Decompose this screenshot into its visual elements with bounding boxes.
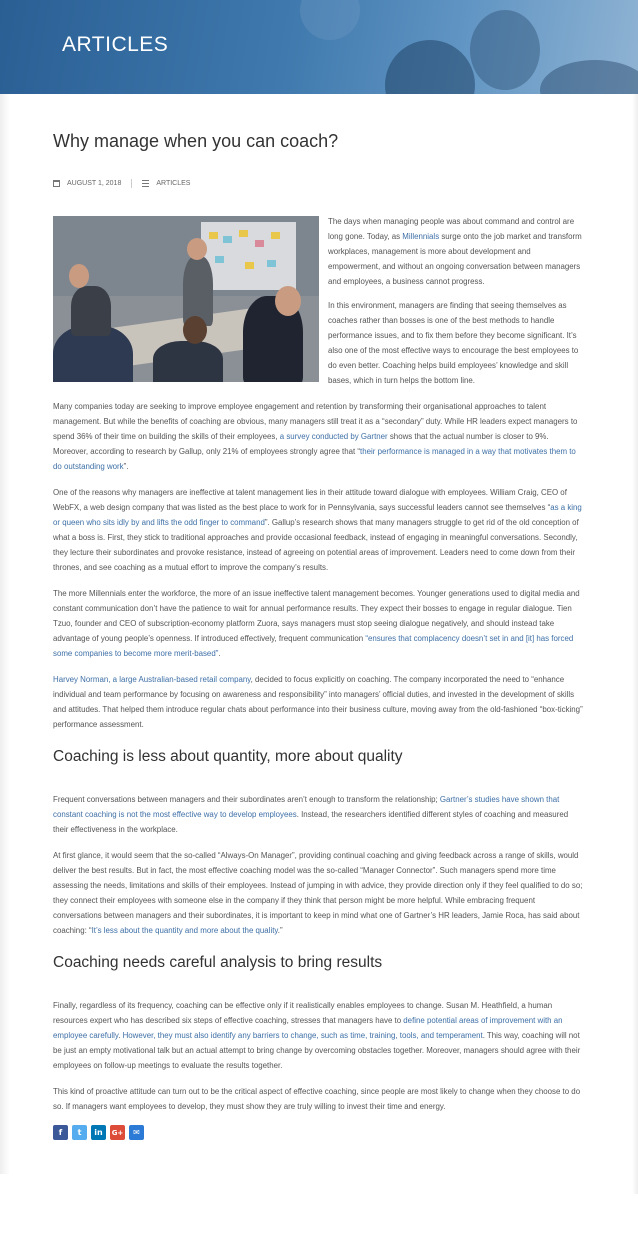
text-run: At first glance, it would seem that the so-called “Always-On Manager”, providing continual coaching and giving feedback across a range of skills, would deliver the best results. But in fact, the most effective coaching model was the so-called “Manager Connector”. Such managers spend more time assessing the needs, limitations and skills of their employees. Instead of jumping in with advice, they provide direction only if they feel qualified to do so; they connect their employees with someone else in the company if they think that person might be more helpful. While embracing frequent conversations between managers and their subordinates, it is important to keep in mind what one of Gartner’s HR leaders, Jamie Roca, has said about coaching: “ [53,851,583,935]
paragraph [53,399,585,474]
linkedin-icon: in [94,1128,103,1137]
inline-link[interactable]: a survey conducted by Gartner [279,432,388,441]
text-run: , decided to focus explicitly on coaching. The company incorporated the need to “enhance individual and team performance by focusing on awareness and responsibility” into managers’ official duties, and invested in the development of skills and attitudes. That helped them introduce regular chats about performance into their business culture, moving away from the old-fashioned “box-ticking” performance assessment. [53,675,583,729]
post-category-link[interactable]: ARTICLES [156,179,191,187]
category-icon [142,180,149,187]
paragraph [53,672,585,732]
text-run: Many companies today are seeking to improve employee engagement and retention by transforming their organisational approaches to talent management. But while the benefits of coaching are obvious, many managers still treat it as a “secondary” duty. While HR leaders expect managers to spend 36% of their time on building the skills of their employees, [53,402,578,441]
email-share-button[interactable] [129,1125,144,1140]
section-heading: Coaching is less about quantity, more about quality [53,748,403,765]
paragraph: This kind of proactive attitude can turn out to be the critical aspect of effective coaching, since people are most likely to change when they choose to do so. If managers want employees to develop, they must show they are truly willing to invest their time and energy. [53,1087,581,1111]
inline-link[interactable]: “ensures that complacency doesn’t set in and [it] has forced some companies to become more merit-based” [53,634,574,658]
text-run: . Instead, the researchers identified different styles of coaching and measured their effectiveness in the workplace. [53,810,569,834]
paragraph [53,848,585,938]
text-run: Frequent conversations between managers and their subordinates aren’t enough to transform the relationship; [53,795,440,804]
page-header-banner [0,0,638,94]
calendar-icon [53,180,60,187]
inline-link[interactable]: Gartner’s studies have shown that constant coaching is not the most effective way to develop employees [53,795,560,819]
featured-image [53,216,319,382]
inline-link[interactable]: as a king or queen who sits idly by and lifts the odd finger to command [53,503,582,527]
twitter-share-button[interactable] [72,1125,87,1140]
text-run: surge onto the job market and transform workplaces, management is more about development and empowerment, and without an ongoing conversation between managers and employees, a business cannot progress. [328,232,582,286]
text-run: The more Millennials enter the workforce, the more of an issue ineffective talent management becomes. Younger generations used to digital media and constant communication don’t have the patience to wait for annual performance results. They expect their bosses to engage in regular dialogue. Tien Tzuo, founder and CEO of subscription-economy platform Zuora, says managers must stop seeing dialogue negatively, and should instead take advantage of young people’s openness. If introduced effectively, frequent communication [53,589,580,643]
text-run: One of the reasons why managers are ineffective at talent management lies in their attitude toward dialogue with employees. William Craig, CEO of WebFX, a web design company that was listed as the best place to work for in Pennsylvania, says successful leaders cannot see themselves “ [53,488,567,512]
inline-link[interactable]: Millennials [402,232,440,241]
text-run: shows that the actual number is closer to 9%. Moreover, according to research by Gallup, only 21% of employees strongly agree that “ [53,432,549,456]
whiteboard [201,222,296,290]
article [53,128,585,1140]
facebook-share-button[interactable] [53,1125,68,1140]
meta-divider [131,179,132,188]
text-run: . This way, coaching will not be just an empty motivational talk but an actual attempt to bring change by overcoming obstacles together. Moreover, managers should agree with their employees on follow-up meetings to evaluate the results together. [53,1031,581,1070]
linkedin-share-button[interactable] [91,1125,106,1140]
banner-photo-shape [300,0,360,40]
banner-photo-shape [470,10,540,90]
paragraph [53,485,585,575]
text-run: The days when managing people was about command and control are long gone. Today, as [328,217,575,241]
google-plus-share-button[interactable] [110,1125,125,1140]
share-buttons [53,1125,585,1140]
post-date-link[interactable]: AUGUST 1, 2018 [67,179,122,187]
banner-photo-shape [385,40,475,94]
inline-link[interactable]: However, they must also identify any barriers to change, such as time, training, tools, and temperament [122,1031,483,1040]
page-shadow-left [0,94,10,1174]
paragraph: In this environment, managers are finding that seeing themselves as coaches rather than bosses is one of the best methods to handle performance issues, and to fix them before they become significant. It’s also one of the most effective ways to encourage the best employees to do even better. Coaching helps build employees’ knowledge and skill bases, which in turn helps the bottom line. [328,301,579,385]
inline-link[interactable]: It’s less about the quantity and more about the quality [91,926,278,935]
twitter-icon: t [77,1128,82,1137]
email-icon: ✉ [133,1128,140,1137]
paragraph [53,998,585,1073]
paragraph [53,792,585,837]
text-run: .” [277,926,283,935]
inline-link[interactable]: define potential areas of improvement with an employee carefully [53,1016,563,1040]
text-run: ”. [123,462,129,471]
text-run: . [118,1031,123,1040]
facebook-icon: f [58,1128,63,1137]
section-heading: Coaching needs careful analysis to bring results [53,954,383,971]
inline-link[interactable]: their performance is managed in a way that motivates them to do outstanding work [53,447,576,471]
google-plus-icon: G+ [111,1128,124,1137]
paragraph [53,586,585,661]
post-meta [53,178,585,188]
banner-photo-shape [540,60,638,94]
text-run: Finally, regardless of its frequency, coaching can be effective only if it realistically enables employees to change. Susan M. Heathfield, a human resources expert who has described six steps of effective coaching, stresses that managers have to [53,1001,553,1025]
inline-link[interactable]: Harvey Norman, a large Australian-based retail company [53,675,251,684]
post-title: Why manage when you can coach? [53,131,339,151]
page-shadow-right [632,94,638,1194]
text-run: . [218,649,221,658]
text-run: ”. Gallup’s research shows that many managers struggle to get rid of the old conception of what a boss is. First, they stick to traditional approaches and provide occasional feedback, instead of engaging in meaningful conversations. Secondly, they lecture their subordinates and provoke resistance, instead of agreeing on potential areas of improvement. Leaders need to come down from their thrones, and see coaching as a mutual effort to improve the company’s results. [53,518,579,572]
page-section-title: ARTICLES [62,33,169,56]
